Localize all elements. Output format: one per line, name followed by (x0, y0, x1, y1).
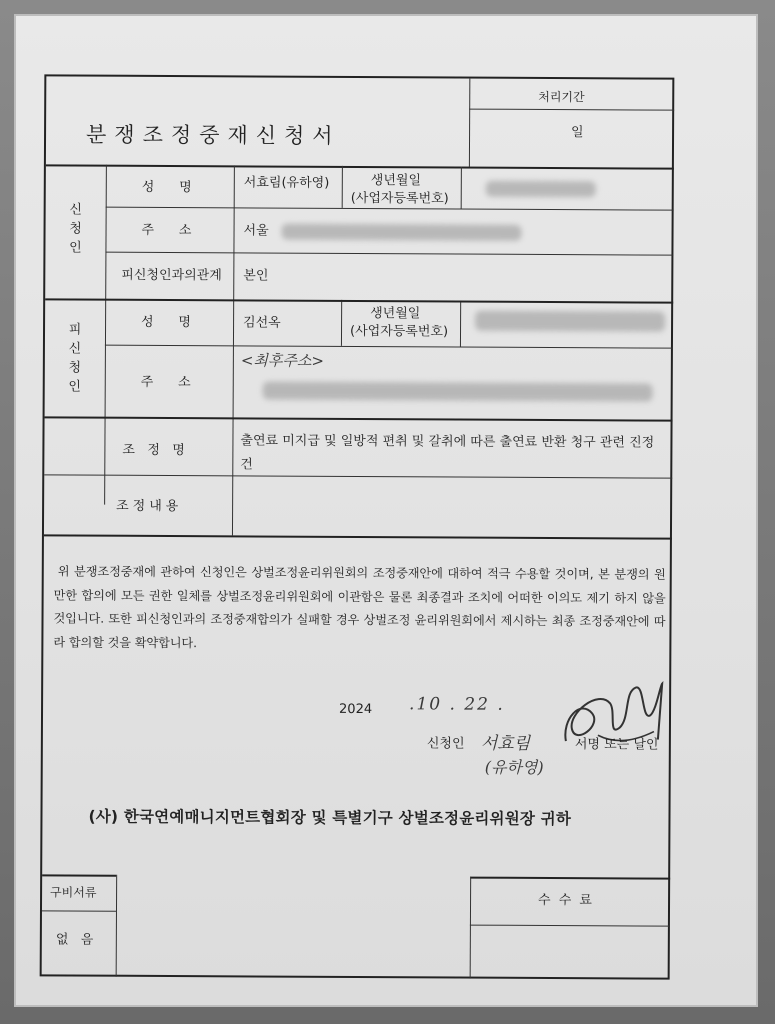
respondent-name-label: 성 명 (141, 314, 192, 331)
applicant-birth-label: 생년월일 (370, 173, 422, 189)
processing-period-value: 일 (571, 125, 584, 141)
applicant-address-label: 주 소 (141, 222, 192, 239)
date-year: 2024 (339, 701, 373, 718)
applicant-name: 서효림(유하영) (243, 175, 330, 191)
handwritten-name: 서효림 (480, 733, 531, 754)
respondent-section-label: 피신청인 (68, 322, 82, 395)
respondent-birth-label-sub: (사업자등록번호) (349, 323, 449, 340)
processing-period-label: 처리기간 (538, 89, 585, 105)
fee-label: 수 수 료 (538, 892, 595, 909)
applicant-section-label: 신청인 (69, 202, 82, 256)
relation-label: 피신청인과의관계 (121, 267, 222, 284)
mediation-name-label: 조 정 명 (122, 442, 185, 459)
handwritten-alias: (유하영) (484, 757, 544, 777)
respondent-birth-label: 생년월일 (370, 306, 421, 322)
redacted-respondent-address (263, 382, 653, 402)
sign-or-seal-label: 서명 또는 날인 (574, 737, 659, 753)
redacted-birthdate (486, 181, 596, 198)
applicant-name-label: 성 명 (141, 179, 192, 196)
respondent-name: 김선옥 (243, 315, 281, 331)
mediation-content-label: 조정내용 (116, 498, 183, 515)
statement-paragraph: 위 분쟁조정중재에 관하여 신청인은 상벌조정윤리위원회의 조정중재안에 대하여 적극 수용할 것이며, 본 분쟁의 원만한 합의에 모든 권한 일체를 상벌조정윤리위원회에 이관함은 물론 최종결과 조치에 어떠한 이의도 제기 하지 않을 것입니다. 또한 피신청인과의 조정중재합의가 실패할 경우 상벌조정 윤리위원회에서 제시하는 최종 조정중재안에 따라 합의할 것을 확약합니다. (53, 564, 666, 650)
form-title: 분쟁조정중재신청서 (85, 122, 341, 148)
documents-value: 없 음 (55, 932, 94, 948)
recipient-line: (사) 한국연예매니지먼트협회장 및 특별기구 상벌조정윤리위원장 귀하 (88, 807, 572, 829)
respondent-address-label: 주 소 (140, 374, 191, 391)
relation-value: 본인 (243, 268, 269, 284)
applicant-sign-label: 신청인 (426, 736, 465, 752)
applicant-address: 서울 (243, 223, 269, 239)
applicant-birth-label-sub: (사업자등록번호) (350, 190, 449, 207)
mediation-name-value: 출연료 미지급 및 일방적 편취 및 갈취에 따른 출연료 반환 청구 관련 진정건 (240, 433, 655, 473)
application-form (40, 74, 675, 979)
redacted-address (282, 224, 522, 241)
respondent-address-note: <최후주소> (240, 351, 325, 370)
documents-label: 구비서류 (50, 885, 97, 900)
signature-scribble (558, 679, 678, 770)
date-handwritten: .10 . 22 . (409, 694, 505, 715)
redacted-respondent-birthdate (475, 311, 665, 332)
